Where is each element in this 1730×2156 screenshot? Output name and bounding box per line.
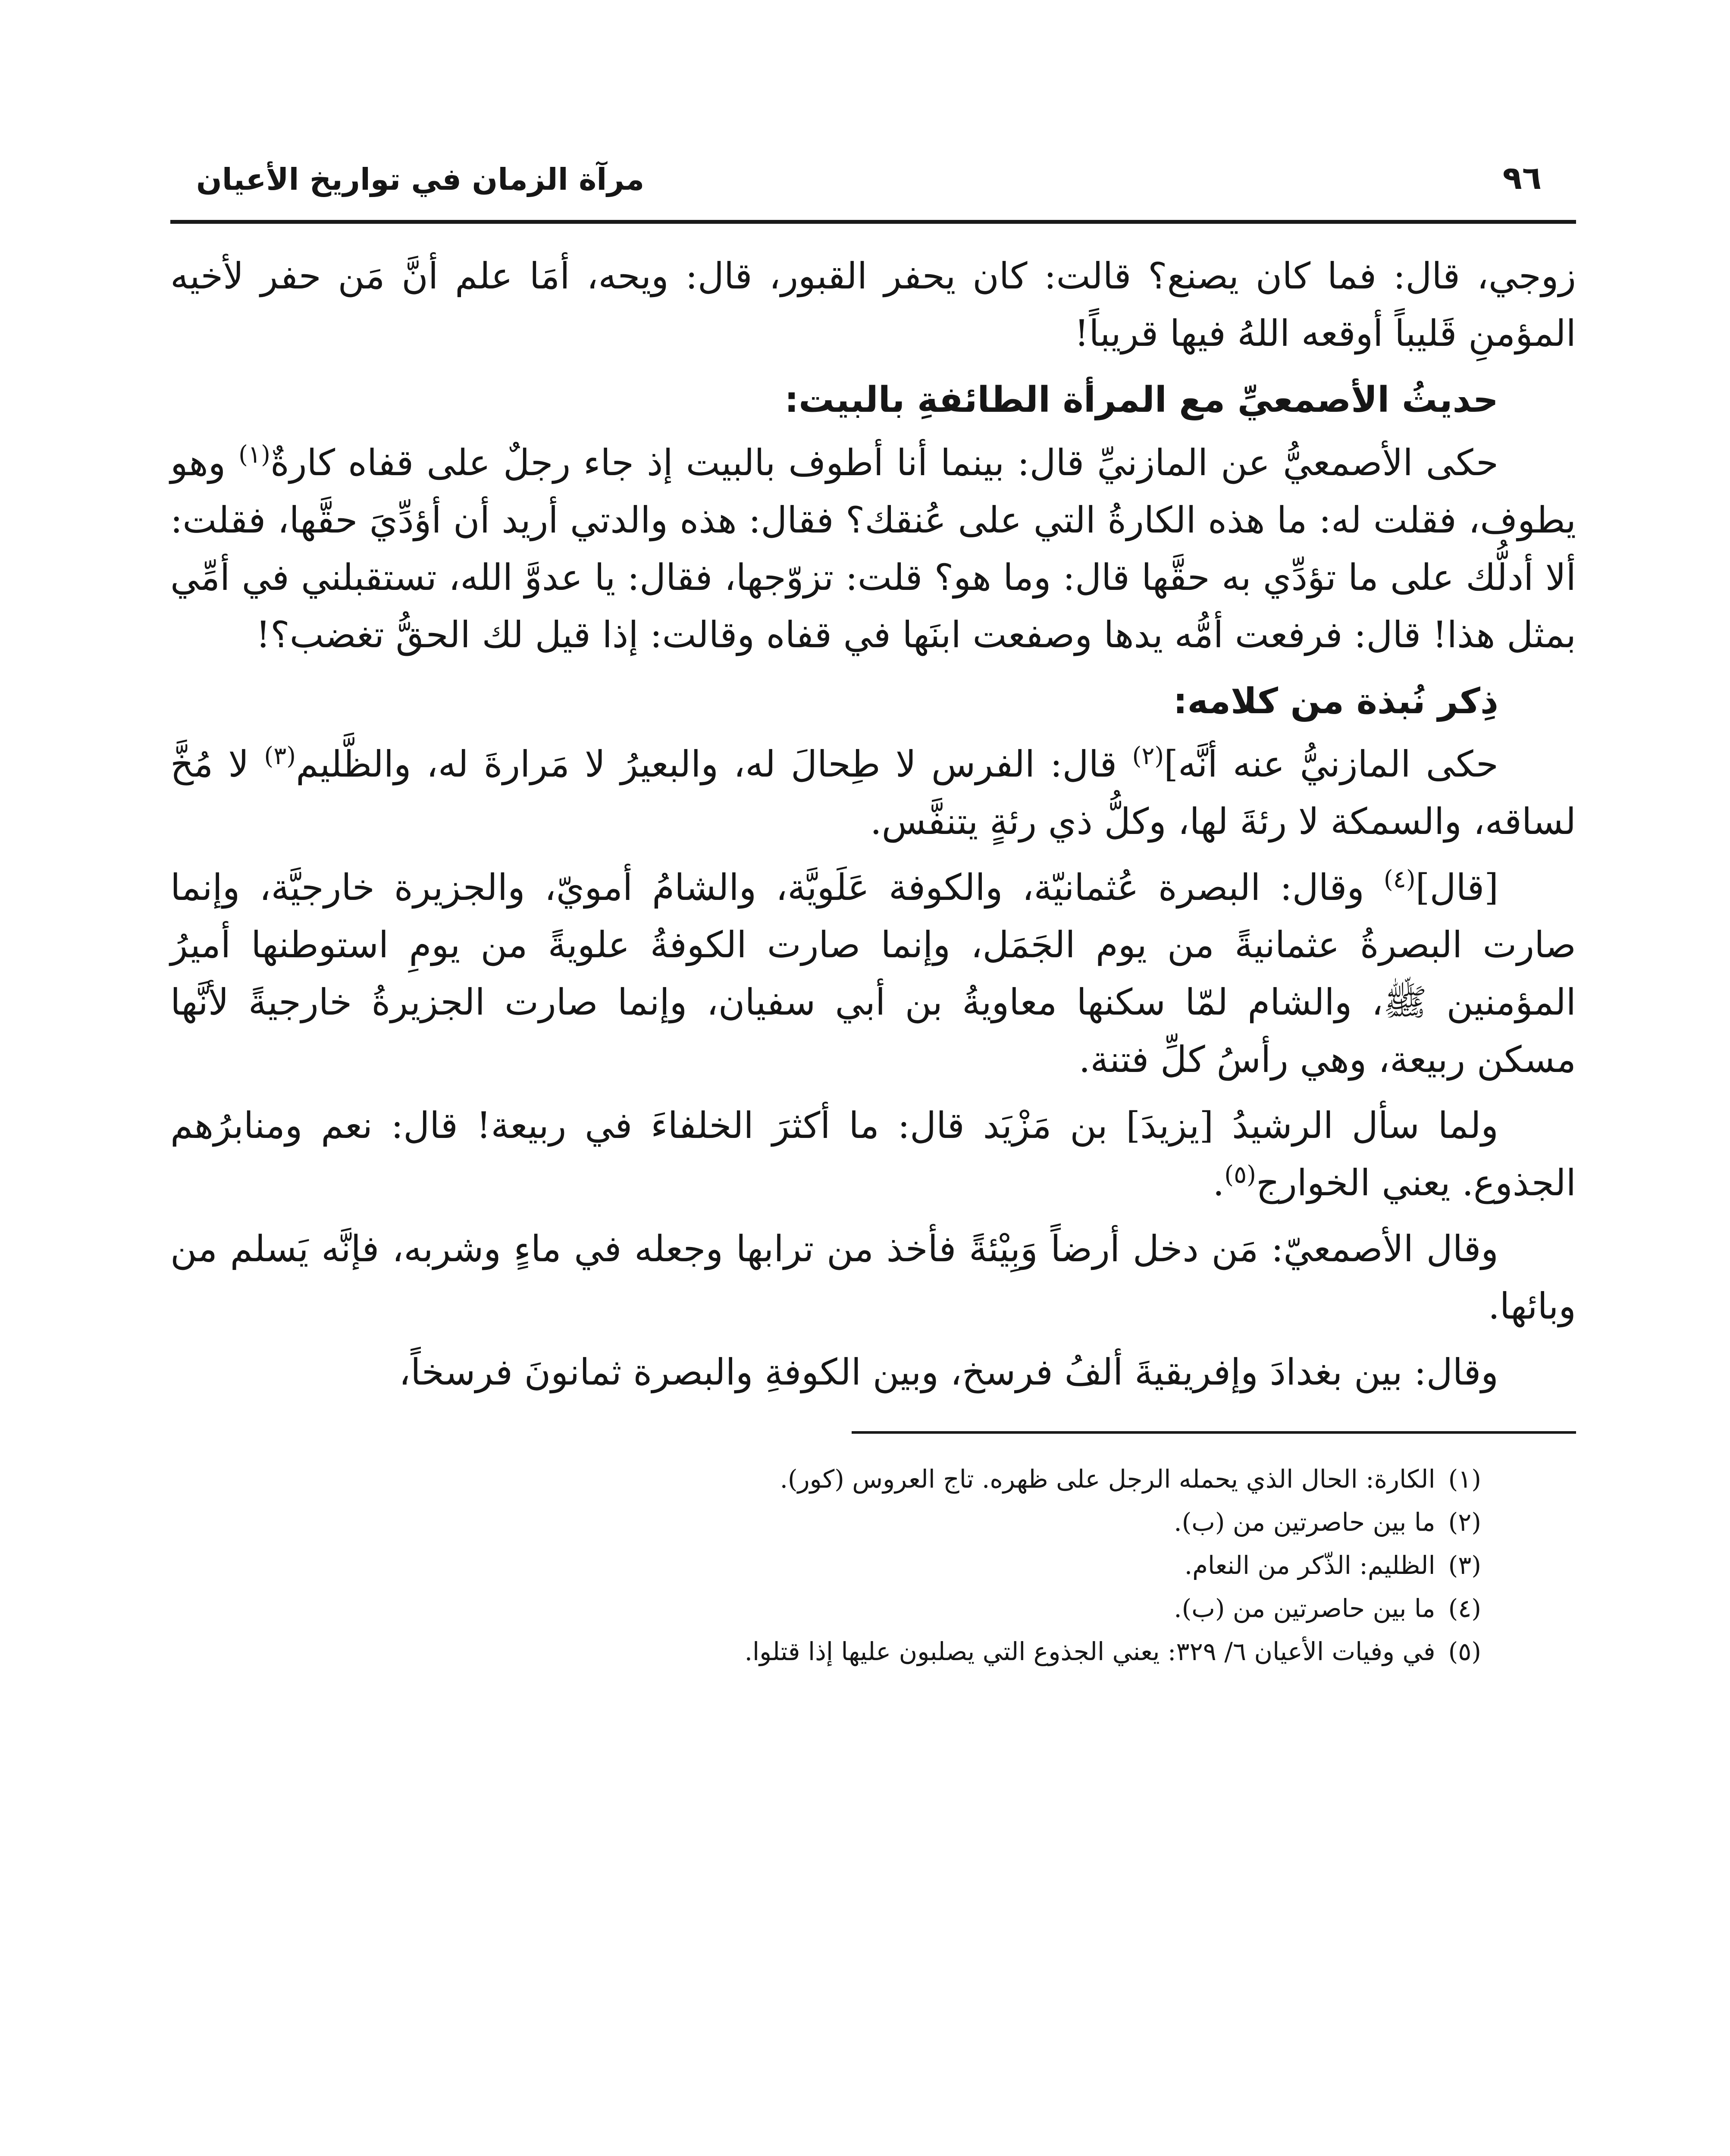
paragraph-continuation [170, 248, 1576, 362]
paragraph-text: وقال: البصرة عُثمانيّة، والكوفة عَلَويَّة، والشامُ أمويّ، والجزيرة خارجيَّة، وإنما صارت البصرةُ عثمانيةً من يوم الجَمَل، وإنما صارت الكوفةُ علويةً من يومِ استوطنها أميرُ المؤمنين ﷺ، والشام لمّا سكنها معاويةُ بن أبي سفيان، وإنما صارت الجزيرةُ خارجيةً لأنَّها مسكن ربيعة، وهي رأسُ كلِّ فتنة. [170, 866, 1576, 1081]
paragraph-text: وقال الأصمعيّ: مَن دخل أرضاً وَبِيْئةً فأخذ من ترابها وجعله في ماءٍ وشربه، فإنَّه يَسلم من وبائها. [170, 1228, 1576, 1327]
footnote-item [170, 1544, 1481, 1587]
paragraph-text: . [1213, 1162, 1225, 1204]
section-heading-asmai-story: حديثُ الأصمعيِّ مع المرأة الطائفةِ بالبيت: [784, 379, 1498, 420]
paragraph-cities [170, 859, 1576, 1088]
footnote-item [170, 1501, 1481, 1544]
footnote-item [170, 1630, 1481, 1673]
footnote-text: الكارة: الحال الذي يحمله الرجل على ظهره. تاج العروس (كور). [780, 1464, 1435, 1494]
paragraph-asmai-story [170, 434, 1576, 664]
footnotes [170, 1457, 1576, 1673]
footnote-text: ما بين حاصرتين من (ب). [1174, 1507, 1435, 1537]
footnote-text: في وفيات الأعيان ٦/ ٣٢٩: يعني الجذوع التي يصلبون عليها إذا قتلوا. [744, 1637, 1435, 1666]
footnote-number: (٢) [1448, 1507, 1481, 1537]
paragraph-text: وهو يطوف، فقلت له: ما هذه الكارةُ التي على عُنقك؟ فقال: هذه والدتي أريد أن أؤدِّيَ حقَّها، فقلت: ألا أدلُّك على ما تؤدِّي به حقَّها قال: وما هو؟ قلت: تزوّجها، فقال: يا عدوَّ الله، تستقبلني في أمِّي بمثل هذا! قال: فرفعت أمُّه يدها وصفعت ابنَها في قفاه وقالت: إذا قيل لك الحقُّ تغضب؟! [170, 442, 1576, 656]
paragraph-text: زوجي، قال: فما كان يصنع؟ قالت: كان يحفر القبور، قال: ويحه، أمَا علم أنَّ مَن حفر لأخيه المؤمنِ قَليباً أوقعه اللهُ فيها قريباً! [170, 255, 1576, 354]
footnote-reference: (١) [238, 441, 270, 469]
footnote-reference: (٤) [1383, 865, 1416, 893]
paragraph-text: وقال: بين بغدادَ وإفريقيةَ ألفُ فرسخ، وبين الكوفةِ والبصرة ثمانونَ فرسخاً، [399, 1351, 1498, 1393]
paragraph-rashid [170, 1097, 1576, 1212]
footnote-number: (١) [1448, 1464, 1481, 1494]
paragraph-text: حكى الأصمعيُّ عن المازنيِّ قال: بينما أنا أطوف بالبيت إذ جاء رجلٌ على قفاه كارةٌ [270, 442, 1498, 484]
book-page [170, 142, 1576, 1673]
main-text [170, 248, 1576, 1401]
footnote-number: (٥) [1448, 1637, 1481, 1666]
running-header [170, 142, 1576, 224]
footnote-text: ما بين حاصرتين من (ب). [1174, 1594, 1435, 1623]
footnote-reference: (٢) [1132, 742, 1164, 770]
book-title: مرآة الزمان في تواريخ الأعيان [196, 162, 645, 197]
footnote-text: الظليم: الذّكر من النعام. [1184, 1551, 1435, 1580]
section-heading-sayings: ذِكر نُبذة من كلامه: [1173, 681, 1498, 722]
page-number: ٩٦ [1502, 160, 1542, 197]
footnote-number: (٣) [1448, 1551, 1481, 1580]
paragraph-text: لا مُخَّ لساقه، والسمكة لا رئةَ لها، وكلُّ ذي رئةٍ يتنفَّس. [170, 743, 1576, 843]
footnote-number: (٤) [1448, 1594, 1481, 1623]
footnote-divider [852, 1431, 1576, 1434]
paragraph-animals [170, 736, 1576, 850]
footnote-item [170, 1457, 1481, 1501]
footnote-reference: (٣) [264, 742, 296, 770]
footnote-item [170, 1587, 1481, 1630]
footnote-reference: (٥) [1224, 1161, 1257, 1189]
paragraph-text: [قال] [1415, 866, 1498, 909]
paragraph-text: ولما سأل الرشيدُ [يزيدَ] بن مَزْيَد قال: ما أكثرَ الخلفاءَ في ربيعة! قال: نعم ومنابرُهم الجذوع. يعني الخوارج [170, 1104, 1576, 1204]
paragraph-distances [170, 1344, 1576, 1401]
paragraph-text: حكى المازنيُّ عنه أنَّه] [1164, 743, 1498, 785]
paragraph-text: قال: الفرس لا طِحالَ له، والبعيرُ لا مَرارةَ له، والظَّليم [296, 743, 1132, 785]
paragraph-epidemic [170, 1220, 1576, 1335]
